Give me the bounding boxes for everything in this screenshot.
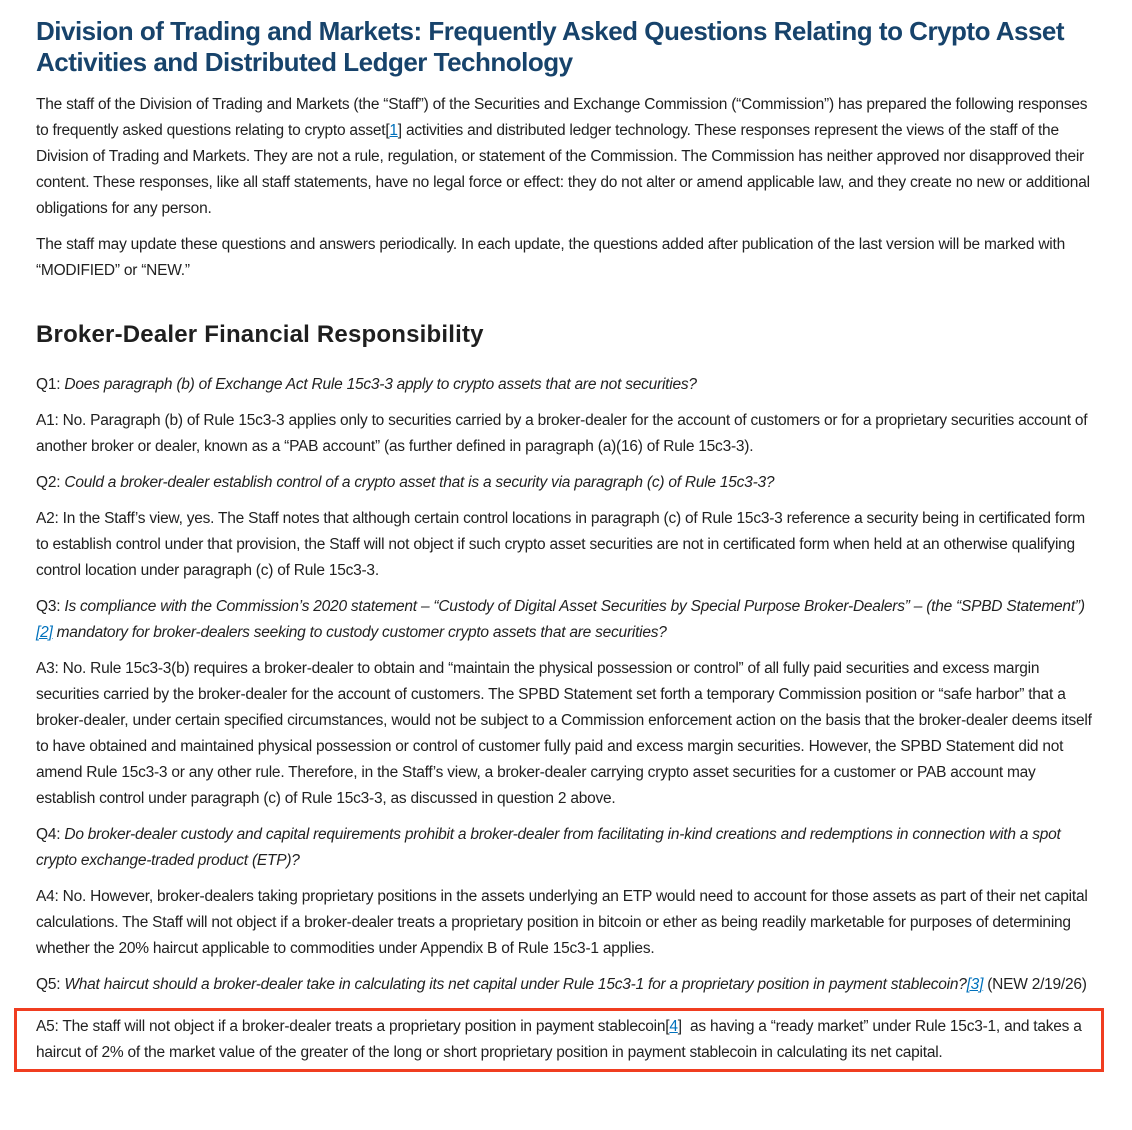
answer-5-label: A5: bbox=[36, 1018, 59, 1035]
answer-2-label: A2: bbox=[36, 510, 59, 527]
answer-4-text: No. However, broker-dealers taking proprietary positions in the assets underlying an ETP would need to account for those assets as part of their net capital calculations. The Staff will not object if a broker-dealer treats a proprietary position in bitcoin or ether as being readily marketable for purposes of determining whether the 20% haircut applicable to commodities under Appendix B of Rule 15c3-1 applies. bbox=[36, 888, 1088, 957]
answer-3-text: No. Rule 15c3-3(b) requires a broker-dealer to obtain and “maintain the physical possession or control” of all fully paid securities and excess margin securities carried by the broker-dealer for the account of customers. The SPBD Statement set forth a temporary Commission position or “safe harbor” that a broker-dealer, under certain specified circumstances, would not be subject to a Commission enforcement action on the basis that the broker-dealer deems itself to have obtained and maintained physical possession or control of customer fully paid and excess margin securities. However, the SPBD Statement did not amend Rule 15c3-3 or any other rule. Therefore, in the Staff’s view, a broker-dealer carrying crypto asset securities for a customer or PAB account may establish control under paragraph (c) of Rule 15c3-3, as discussed in question 2 above. bbox=[36, 660, 1092, 807]
footnote-4-close-bracket: ] bbox=[677, 1018, 682, 1035]
footnote-link-2[interactable]: [2] bbox=[36, 624, 53, 641]
answer-1 bbox=[36, 408, 1096, 460]
section-heading: Broker-Dealer Financial Responsibility bbox=[36, 321, 484, 348]
answer-5-text: The staff will not object if a broker-dealer treats a proprietary position in payment stablecoin bbox=[62, 1018, 666, 1035]
footnote-ref-1 bbox=[385, 122, 402, 139]
question-5 bbox=[36, 972, 1096, 998]
question-5-new-tag: (NEW 2/19/26) bbox=[983, 976, 1087, 993]
question-1-text: Does paragraph (b) of Exchange Act Rule 15c3-3 apply to crypto assets that are not securities? bbox=[64, 376, 697, 393]
intro-paragraph-2: The staff may update these questions and answers periodically. In each update, the questions added after publication of the last version will be marked with “MODIFIED” or “NEW.” bbox=[36, 236, 1065, 279]
question-3 bbox=[36, 594, 1096, 646]
question-1-label: Q1: bbox=[36, 376, 61, 393]
intro-p1-text: The staff of the Division of Trading and Markets (the “Staff”) of the Securities and Exchange Commission (“Commission”) has prepared the following responses to frequently asked questions relating to crypto asset bbox=[36, 96, 1088, 139]
question-2-label: Q2: bbox=[36, 474, 61, 491]
highlight-box bbox=[14, 1008, 1104, 1072]
answer-5-text-continued: as having a “ready market” under Rule 15c3-1, and takes a haircut of 2% of the market value of the greater of the long or short proprietary position in payment stablecoin in calculating its net capital. bbox=[36, 1018, 1082, 1061]
answer-3-label: A3: bbox=[36, 660, 59, 677]
answer-2 bbox=[36, 506, 1096, 584]
answer-4-label: A4: bbox=[36, 888, 59, 905]
question-2 bbox=[36, 470, 1096, 496]
footnote-1-open-bracket: [ bbox=[385, 122, 390, 139]
question-3-text-continued: mandatory for broker-dealers seeking to custody customer crypto assets that are securities? bbox=[52, 624, 667, 641]
answer-4 bbox=[36, 884, 1096, 962]
answer-5 bbox=[36, 1014, 1093, 1066]
question-3-text: Is compliance with the Commission’s 2020 statement – “Custody of Digital Asset Securities by Special Purpose Broker-Dealers” – (the “SPBD Statement”) bbox=[64, 598, 1085, 615]
answer-2-text: In the Staff’s view, yes. The Staff notes that although certain control locations in paragraph (c) of Rule 15c3-3 reference a security being in certificated form to establish control under that provision, the Staff will not object if such crypto asset securities are not in certificated form when held at an otherwise qualifying control location under paragraph (c) of Rule 15c3-3. bbox=[36, 510, 1085, 579]
footnote-ref-4 bbox=[665, 1018, 682, 1035]
question-5-text: What haircut should a broker-dealer take in calculating its net capital under Rule 15c3-1 for a proprietary position in payment stablecoin? bbox=[64, 976, 967, 993]
page-title: Division of Trading and Markets: Frequently Asked Questions Relating to Crypto Asset Activities and Distributed Ledger Technology bbox=[36, 16, 1065, 77]
question-1 bbox=[36, 372, 1096, 398]
intro-paragraph-1 bbox=[36, 92, 1096, 222]
question-4 bbox=[36, 822, 1096, 874]
footnote-link-1[interactable]: 1 bbox=[389, 122, 398, 139]
intro-p1-text-continued: activities and distributed ledger technology. These responses represent the views of the staff of the Division of Trading and Markets. They are not a rule, regulation, or statement of the Commission. The Commission has neither approved nor disapproved their content. These responses, like all staff statements, have no legal force or effect: they do not alter or amend applicable law, and they create no new or additional obligations for any person. bbox=[36, 122, 1090, 217]
question-3-label: Q3: bbox=[36, 598, 61, 615]
question-2-text: Could a broker-dealer establish control of a crypto asset that is a security via paragraph (c) of Rule 15c3-3? bbox=[64, 474, 775, 491]
question-4-text: Do broker-dealer custody and capital requirements prohibit a broker-dealer from facilitating in-kind creations and redemptions in connection with a spot crypto exchange-traded product (ETP)? bbox=[36, 826, 1061, 869]
question-5-label: Q5: bbox=[36, 976, 61, 993]
footnote-link-3[interactable]: [3] bbox=[966, 976, 984, 993]
footnote-4-open-bracket: [ bbox=[665, 1018, 670, 1035]
answer-1-label: A1: bbox=[36, 412, 59, 429]
footnote-link-4[interactable]: 4 bbox=[669, 1018, 678, 1035]
answer-1-text: No. Paragraph (b) of Rule 15c3-3 applies only to securities carried by a broker-dealer for the account of customers or for a proprietary securities account of another broker or dealer, known as a “PAB account” (as further defined in paragraph (a)(16) of Rule 15c3-3). bbox=[36, 412, 1088, 455]
footnote-1-close-bracket: ] bbox=[397, 122, 402, 139]
question-4-label: Q4: bbox=[36, 826, 61, 843]
answer-3 bbox=[36, 656, 1096, 812]
